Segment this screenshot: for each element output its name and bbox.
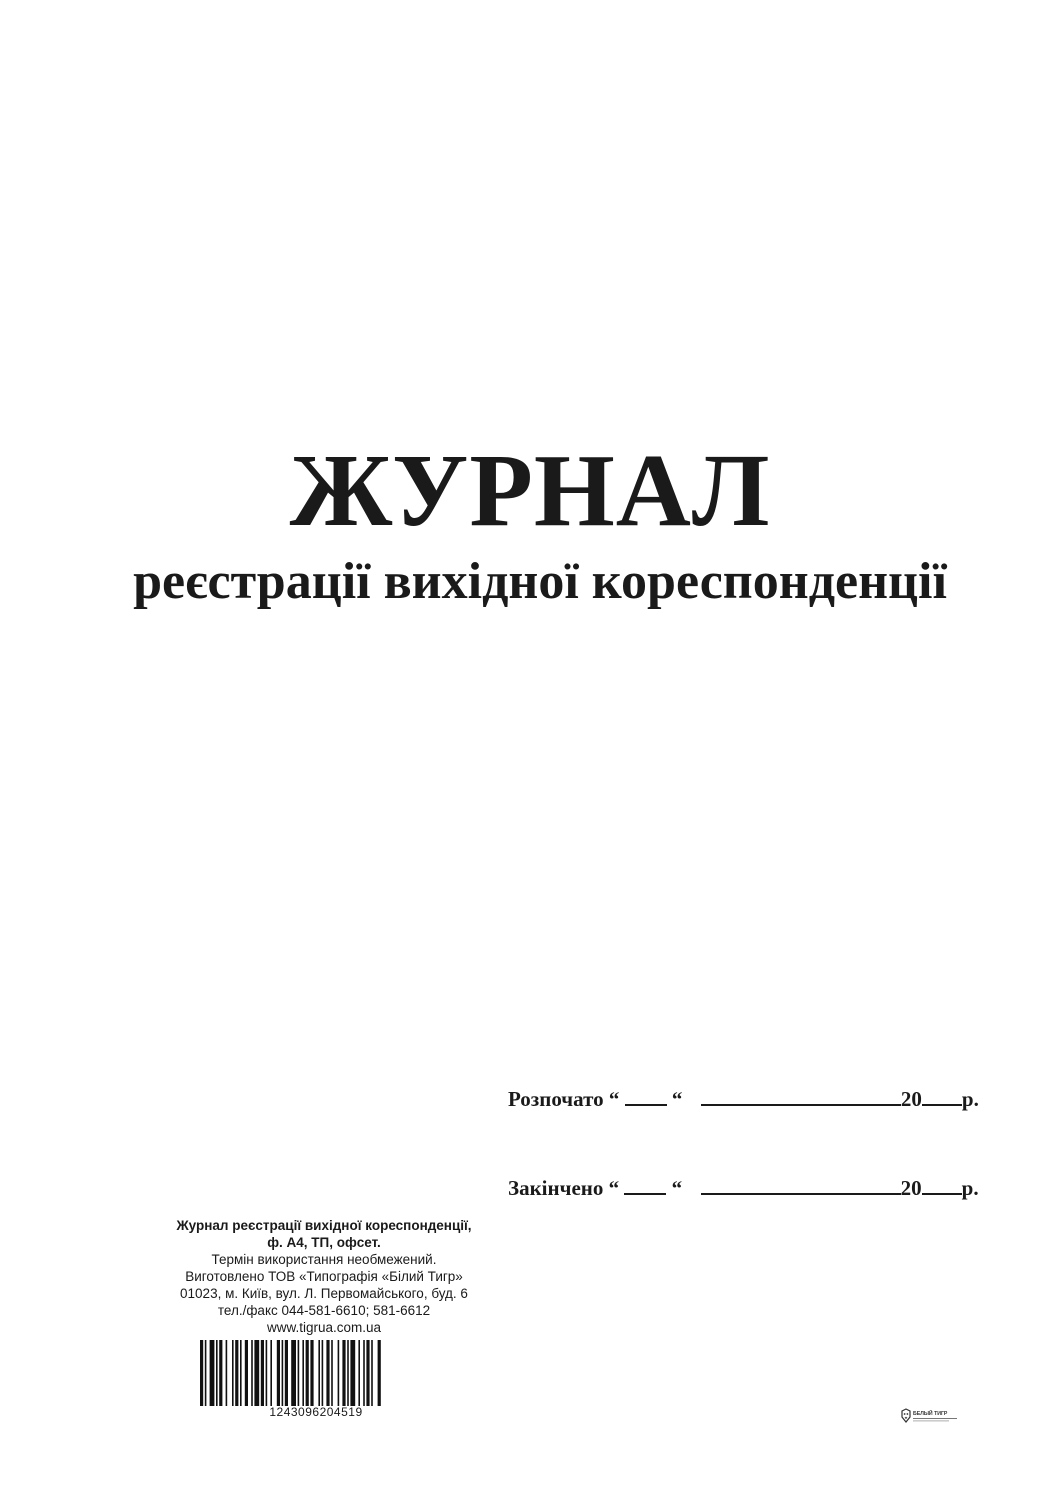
imprint-product-line2: ф. А4, ТП, офсет. — [267, 1235, 381, 1250]
barcode-bar — [235, 1340, 238, 1406]
barcode-bar — [200, 1340, 203, 1406]
barcode-bar — [302, 1340, 304, 1406]
barcode-bar — [285, 1340, 288, 1406]
barcode-bar — [331, 1340, 333, 1406]
barcode-bar — [251, 1340, 253, 1406]
barcode-bar — [219, 1340, 222, 1406]
century-label: 20 — [900, 1087, 922, 1111]
barcode-bar — [322, 1340, 324, 1406]
barcode-bar — [298, 1340, 300, 1406]
imprint-manufacturer: Виготовлено ТОВ «Типографія «Білий Тигр» — [185, 1269, 463, 1284]
barcode-bar — [291, 1340, 296, 1406]
ended-month-blank — [701, 1175, 901, 1195]
barcode-bar — [358, 1340, 360, 1406]
barcode-bar — [226, 1340, 228, 1406]
started-label: Розпочато — [508, 1087, 604, 1111]
barcode-bar — [245, 1340, 248, 1406]
barcode-bar — [232, 1340, 234, 1406]
logo-text: БЕЛЫЙ ТИГР — [913, 1411, 948, 1417]
ended-day-blank — [624, 1175, 666, 1195]
barcode-bar — [371, 1340, 373, 1406]
barcode-bar — [216, 1340, 218, 1406]
year-suffix: р. — [961, 1176, 979, 1200]
started-date-line — [508, 1086, 979, 1112]
barcode — [200, 1340, 432, 1406]
barcode-bar — [282, 1340, 284, 1406]
started-month-blank — [701, 1086, 901, 1106]
barcode-bar — [306, 1340, 309, 1406]
barcode-bar — [378, 1340, 381, 1406]
year-suffix: р. — [961, 1087, 979, 1111]
barcode-bar — [347, 1340, 349, 1406]
tiger-logo-icon — [900, 1408, 962, 1424]
barcode-bar — [366, 1340, 369, 1406]
ended-label: Закінчено — [508, 1176, 604, 1200]
barcode-bar — [240, 1340, 242, 1406]
imprint-website: www.tigrua.com.ua — [266, 1320, 382, 1335]
barcode-bar — [205, 1340, 207, 1406]
barcode-bar — [261, 1340, 264, 1406]
close-quote: “ — [671, 1176, 683, 1200]
barcode-bar — [210, 1340, 215, 1406]
imprint-block — [140, 1217, 508, 1336]
barcode-bar — [350, 1340, 355, 1406]
barcode-bar — [326, 1340, 329, 1406]
ended-year-blank — [922, 1175, 962, 1195]
cover-title: ЖУРНАЛ — [289, 433, 771, 548]
barcode-bar — [338, 1340, 340, 1406]
barcode-bar — [254, 1340, 259, 1406]
cover-subtitle: реєстрації вихідної кореспонденції — [133, 553, 947, 610]
imprint-phone: тел./факс 044-581-6610; 581-6612 — [217, 1303, 431, 1318]
barcode-bar — [277, 1340, 280, 1406]
barcode-bar — [266, 1340, 268, 1406]
barcode-number: 1243096204519 — [269, 1405, 363, 1419]
barcode-bar — [270, 1340, 272, 1406]
started-year-blank — [922, 1086, 962, 1106]
barcode-bar — [310, 1340, 313, 1406]
close-quote: “ — [671, 1087, 683, 1111]
started-day-blank — [625, 1086, 667, 1106]
open-quote: “ — [608, 1087, 620, 1111]
ended-date-line — [508, 1175, 979, 1201]
imprint-address: 01023, м. Київ, вул. Л. Первомайського, буд. 6 — [180, 1286, 468, 1301]
barcode-bar — [342, 1340, 345, 1406]
imprint-product-line1: Журнал реєстрації вихідної кореспонденції, — [176, 1218, 472, 1233]
open-quote: “ — [608, 1176, 620, 1200]
imprint-usage-term: Термін використання необмежений. — [211, 1252, 437, 1267]
barcode-bar — [363, 1340, 365, 1406]
barcode-bar — [318, 1340, 320, 1406]
century-label: 20 — [900, 1176, 922, 1200]
